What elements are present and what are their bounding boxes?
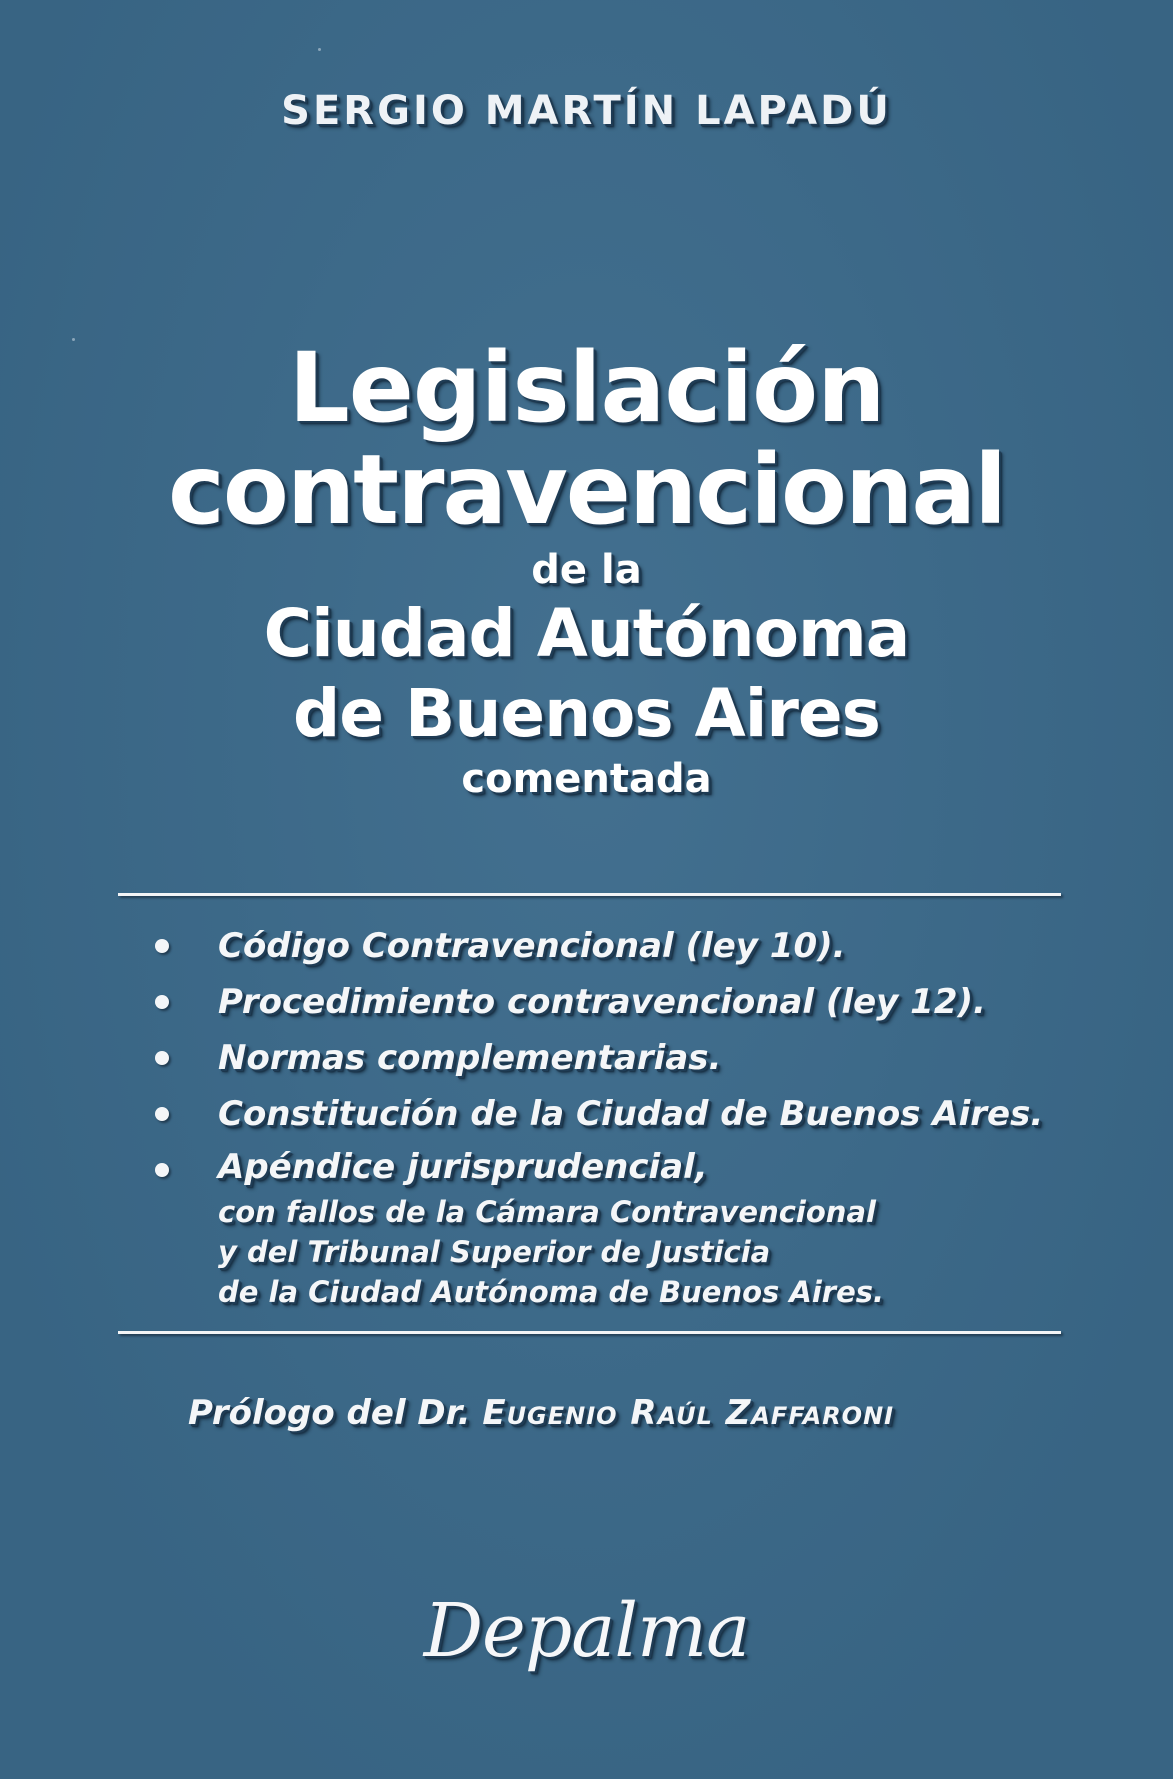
divider-top bbox=[118, 893, 1061, 896]
feature-label: Normas complementarias. bbox=[218, 1038, 722, 1078]
title-block bbox=[0, 332, 1173, 804]
prologue-author: Eugenio Raúl Zaffaroni bbox=[482, 1393, 895, 1433]
appendix-detail: de la Ciudad Autónoma de Buenos Aires. bbox=[218, 1275, 885, 1309]
title-suffix: comentada bbox=[461, 756, 712, 802]
prologue-line bbox=[188, 1393, 1088, 1433]
bullet-icon bbox=[155, 1051, 169, 1065]
bullet-icon bbox=[155, 939, 169, 953]
feature-label: Constitución de la Ciudad de Buenos Aires. bbox=[218, 1094, 1044, 1134]
feature-item bbox=[150, 974, 1050, 1030]
bullet-icon bbox=[155, 1163, 169, 1177]
bullet-icon bbox=[155, 1107, 169, 1121]
author-name: SERGIO MARTÍN LAPADÚ bbox=[281, 88, 892, 134]
title-city-line-2: de Buenos Aires bbox=[293, 675, 880, 752]
feature-label: Código Contravencional (ley 10). bbox=[218, 926, 846, 966]
feature-label: Procedimiento contravencional (ley 12). bbox=[218, 982, 986, 1022]
feature-item bbox=[150, 1030, 1050, 1086]
title-connector: de la bbox=[531, 547, 642, 593]
feature-item bbox=[150, 1086, 1050, 1142]
appendix-detail: y del Tribunal Superior de Justicia bbox=[218, 1235, 771, 1269]
bullet-icon bbox=[155, 995, 169, 1009]
publisher-logo: Depalma bbox=[423, 1588, 750, 1674]
title-line-1: Legislación bbox=[288, 332, 885, 444]
print-speck bbox=[318, 48, 321, 51]
feature-item bbox=[150, 918, 1050, 974]
feature-list bbox=[150, 918, 1050, 1312]
feature-item-appendix bbox=[150, 1142, 1050, 1312]
appendix-detail: con fallos de la Cámara Contravencional bbox=[218, 1195, 876, 1229]
divider-bottom bbox=[118, 1331, 1061, 1334]
title-city-line-1: Ciudad Autónoma bbox=[263, 595, 910, 672]
prologue-prefix: Prólogo del Dr. bbox=[188, 1393, 471, 1433]
appendix-label: Apéndice jurisprudencial, bbox=[218, 1147, 708, 1187]
title-line-2: contravencional bbox=[167, 434, 1006, 546]
